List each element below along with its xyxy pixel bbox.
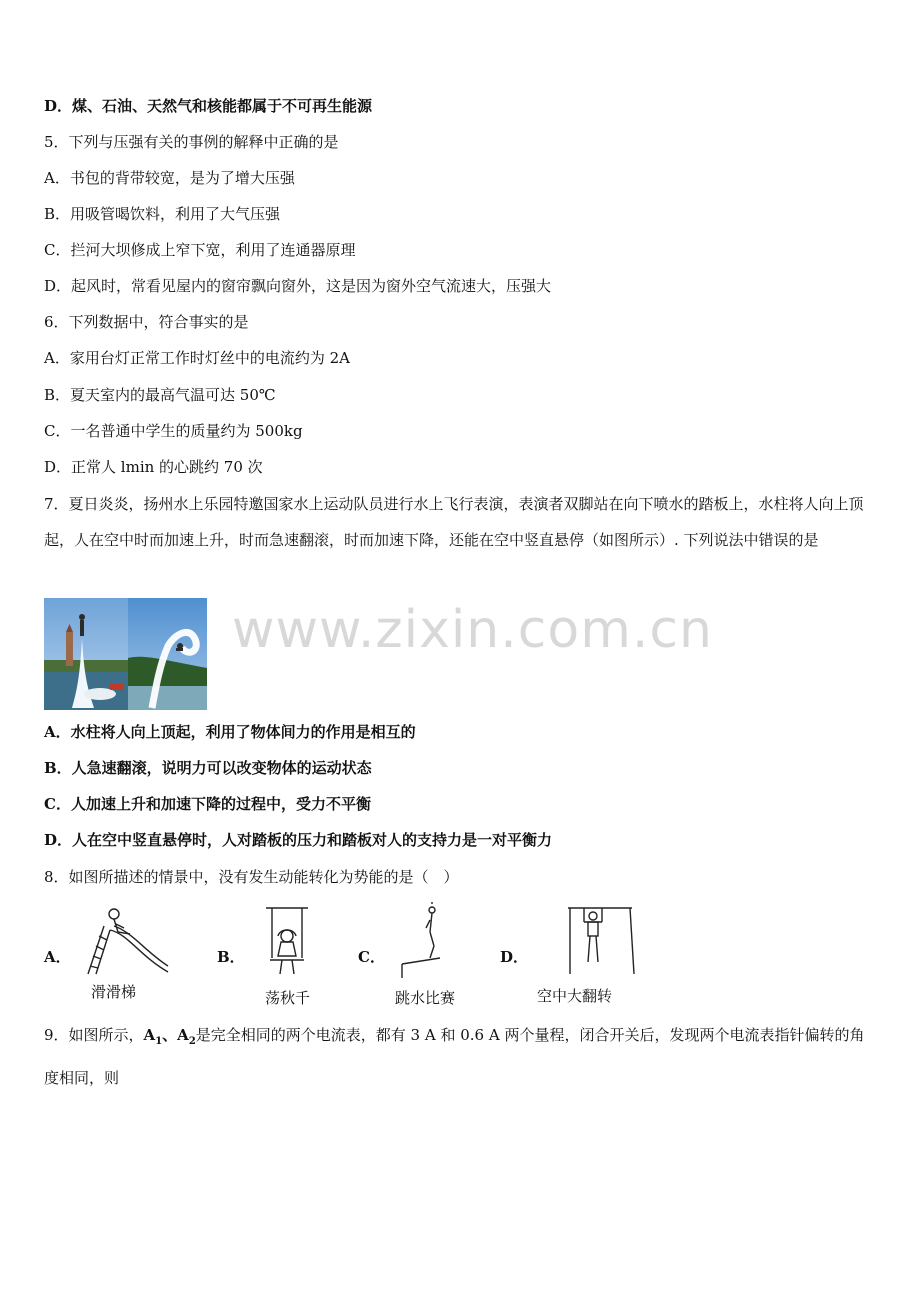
ammeter-a1: A — [143, 1026, 156, 1044]
q8-option-b-caption: 荡秋千 — [265, 989, 311, 1007]
ammeter-a2-sub: 2 — [188, 1036, 196, 1047]
q6-option-d: D．正常人 lmin 的心跳约 70 次 — [44, 458, 263, 476]
q8-option-c-caption: 跳水比赛 — [395, 989, 456, 1007]
water-flyboard-photo — [44, 598, 207, 710]
watermark: www.zixin.com.cn — [232, 600, 713, 660]
q8-stem: 8．如图所描述的情景中，没有发生动能转化为势能的是（ ） — [44, 868, 459, 886]
q8-option-a-letter: A． — [44, 948, 71, 966]
q9-body: 是完全相同的两个电流表，都有 3 A 和 0.6 A 两个量程，闭合开关后，发现两个电流表指针偏转的角度相同，则 — [44, 1026, 865, 1087]
somersault-illustration — [562, 904, 638, 976]
q8-option-b-letter: B． — [217, 948, 245, 966]
q5-option-a: A．书包的背带较宽，是为了增大压强 — [44, 169, 295, 187]
q6-option-b: B．夏天室内的最高气温可达 50℃ — [44, 386, 276, 404]
q8-option-d-caption: 空中大翻转 — [537, 987, 613, 1005]
diving-illustration — [396, 902, 444, 980]
q7-stem: 7．夏日炎炎，扬州水上乐园特邀国家水上运动队员进行水上飞行表演，表演者双脚站在向下喷水的踏板上，水柱将人向上顶起，人在空中时而加速上升，时而急速翻滚，时而加速下降，还能在空中竖直悬停（如图所示）. 下列说法中错误的是 — [44, 495, 864, 549]
q9-intro: 9．如图所示， — [44, 1026, 144, 1044]
q6-stem: 6．下列数据中，符合事实的是 — [44, 313, 249, 331]
q7-option-c: C．人加速上升和加速下降的过程中，受力不平衡 — [44, 795, 371, 813]
q6-option-c: C．一名普通中学生的质量约为 500kg — [44, 422, 303, 440]
q4-option-d: D．煤、石油、天然气和核能都属于不可再生能源 — [44, 97, 373, 115]
q5-option-d: D．起风时，常看见屋内的窗帘飘向窗外，这是因为窗外空气流速大，压强大 — [44, 277, 552, 295]
q5-option-c: C．拦河大坝修成上窄下宽，利用了连通器原理 — [44, 241, 356, 259]
swing-illustration — [262, 906, 312, 978]
q8-option-d-letter: D． — [500, 948, 529, 966]
slide-illustration — [80, 904, 170, 976]
ammeter-a2: A — [177, 1026, 189, 1044]
q6-option-a: A．家用台灯正常工作时灯丝中的电流约为 2A — [44, 349, 350, 367]
q7-option-a: A．水柱将人向上顶起，利用了物体间力的作用是相互的 — [44, 723, 416, 741]
q7-option-b: B．人急速翻滚，说明力可以改变物体的运动状态 — [44, 759, 372, 777]
q8-option-c-letter: C． — [358, 948, 385, 966]
q9-stem — [44, 1017, 878, 1096]
ammeter-a1-sub: 1 — [155, 1036, 163, 1047]
q5-stem: 5．下列与压强有关的事例的解释中正确的是 — [44, 133, 339, 151]
q8-option-a-caption: 滑滑梯 — [91, 983, 137, 1001]
q5-option-b: B．用吸管喝饮料，利用了大气压强 — [44, 205, 281, 223]
separator: 、 — [162, 1026, 178, 1044]
q7-option-d: D．人在空中竖直悬停时，人对踏板的压力和踏板对人的支持力是一对平衡力 — [44, 831, 553, 849]
